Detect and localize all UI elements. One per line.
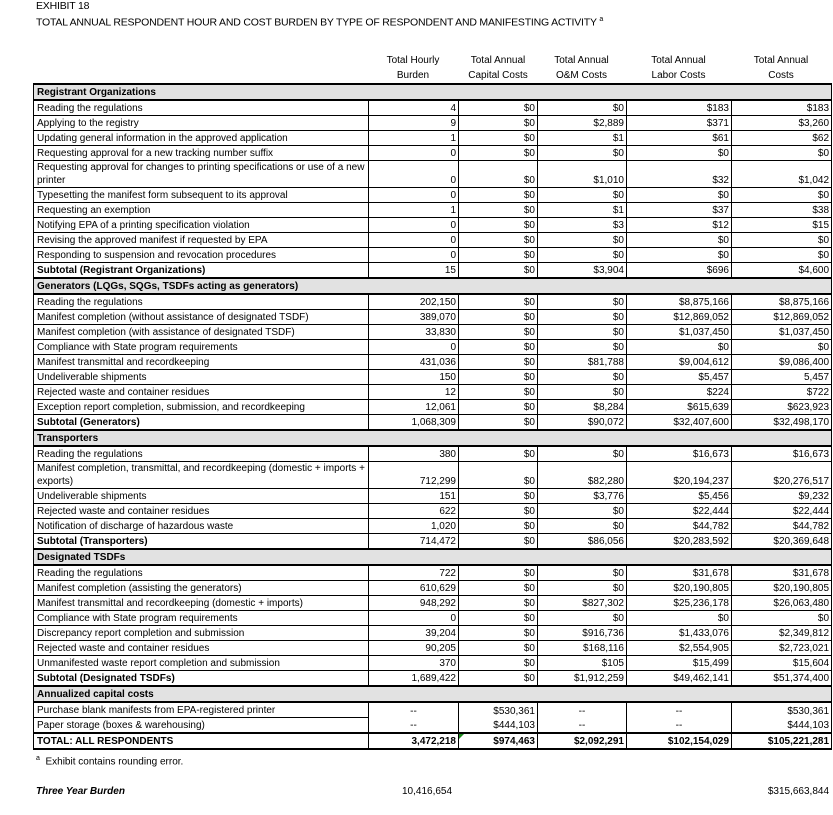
subtotal-value: $0 (459, 534, 538, 550)
row-value: $183 (627, 100, 732, 116)
row-value: $0 (538, 385, 627, 400)
row-value: $530,361 (459, 702, 538, 718)
row-label: Requesting approval for a new tracking number suffix (34, 146, 369, 161)
table-row (34, 233, 832, 248)
col-header-labor-costs: Total Annual Labor Costs (651, 55, 706, 81)
total-value: $974,463 (459, 733, 538, 749)
table-row (34, 325, 832, 340)
table-row (34, 656, 832, 671)
row-value: $0 (459, 641, 538, 656)
row-value: $0 (459, 400, 538, 415)
row-value: $82,280 (538, 462, 627, 489)
exhibit-title: TOTAL ANNUAL RESPONDENT HOUR AND COST BURDEN BY TYPE OF RESPONDENT AND MANIFESTING ACTIVITY $^a$ (36, 16, 604, 29)
row-label: Updating general information in the approved application (34, 131, 369, 146)
row-value: 380 (369, 446, 459, 462)
row-value: $9,004,612 (627, 355, 732, 370)
table-row (34, 248, 832, 263)
row-label: Reading the regulations (34, 446, 369, 462)
row-label: Reading the regulations (34, 565, 369, 581)
row-value: $105 (538, 656, 627, 671)
subtotal-value: $32,407,600 (627, 415, 732, 431)
row-value: 370 (369, 656, 459, 671)
row-value: $12,869,052 (627, 310, 732, 325)
row-value: 33,830 (369, 325, 459, 340)
col-header-om-costs: Total Annual O&M Costs (554, 55, 609, 81)
row-value: $0 (538, 519, 627, 534)
row-value: $722 (732, 385, 832, 400)
subtotal-value: $0 (459, 415, 538, 431)
row-value: 1,020 (369, 519, 459, 534)
row-value: $0 (459, 116, 538, 131)
subtotal-row-tsdfs (34, 671, 832, 687)
row-value: $20,190,805 (627, 581, 732, 596)
table-row (34, 355, 832, 370)
row-value: 0 (369, 188, 459, 203)
table-row (34, 641, 832, 656)
row-value: $44,782 (627, 519, 732, 534)
table-row (34, 446, 832, 462)
row-value: 39,204 (369, 626, 459, 641)
table-row (34, 462, 832, 489)
row-value: $0 (538, 100, 627, 116)
table-row (34, 565, 832, 581)
table-row (34, 294, 832, 310)
total-row (34, 733, 832, 749)
row-value: 610,629 (369, 581, 459, 596)
exhibit-title-block (36, 0, 603, 30)
row-label: Manifest transmittal and recordkeeping (domestic + imports) (34, 596, 369, 611)
row-value: $16,673 (732, 446, 832, 462)
table-row (34, 489, 832, 504)
subtotal-row-generators (34, 415, 832, 431)
row-value: $444,103 (459, 718, 538, 734)
row-value: $2,554,905 (627, 641, 732, 656)
total-value: $2,092,291 (538, 733, 627, 749)
row-value: $168,116 (538, 641, 627, 656)
row-value: -- (627, 702, 732, 718)
cell-comment-marker-icon (459, 734, 464, 739)
burden-table (33, 83, 832, 750)
col-header-hourly-burden: Total Hourly Burden (386, 55, 440, 81)
subtotal-label: Subtotal (Transporters) (34, 534, 369, 550)
row-value: $26,063,480 (732, 596, 832, 611)
subtotal-value: $32,498,170 (732, 415, 832, 431)
subtotal-label: Subtotal (Registrant Organizations) (34, 263, 369, 279)
row-value: $0 (459, 462, 538, 489)
row-value: $5,456 (627, 489, 732, 504)
table-row (34, 504, 832, 519)
row-label: Applying to the registry (34, 116, 369, 131)
table-row (34, 100, 832, 116)
row-value: $9,232 (732, 489, 832, 504)
row-value: $1 (538, 203, 627, 218)
row-label: Rejected waste and container residues (34, 504, 369, 519)
row-value: $0 (732, 188, 832, 203)
row-value: $8,875,166 (627, 294, 732, 310)
row-value: $0 (459, 355, 538, 370)
row-value: 0 (369, 161, 459, 188)
subtotal-value: $90,072 (538, 415, 627, 431)
row-label: Manifest completion (assisting the generators) (34, 581, 369, 596)
table-row (34, 718, 832, 734)
row-value: $0 (627, 146, 732, 161)
table-row (34, 400, 832, 415)
row-value: $1,037,450 (627, 325, 732, 340)
row-value: 150 (369, 370, 459, 385)
row-value: $20,194,237 (627, 462, 732, 489)
row-value: 5,457 (732, 370, 832, 385)
row-value: $0 (538, 294, 627, 310)
subtotal-value: 1,689,422 (369, 671, 459, 687)
col-header-capital-costs: Total Annual Capital Costs (468, 55, 528, 81)
row-label: Undeliverable shipments (34, 370, 369, 385)
row-label: Notifying EPA of a printing specification violation (34, 218, 369, 233)
row-value: $916,736 (538, 626, 627, 641)
row-label: Unmanifested waste report completion and submission (34, 656, 369, 671)
row-value: 0 (369, 146, 459, 161)
three-year-burden-cost: $315,663,844 (767, 786, 829, 797)
row-value: $0 (538, 370, 627, 385)
row-value: $62 (732, 131, 832, 146)
row-value: $2,349,812 (732, 626, 832, 641)
row-value: $5,457 (627, 370, 732, 385)
row-label: Notification of discharge of hazardous waste (34, 519, 369, 534)
row-value: 431,036 (369, 355, 459, 370)
table-row (34, 310, 832, 325)
row-value: $81,788 (538, 355, 627, 370)
row-label: Requesting an exemption (34, 203, 369, 218)
section-heading-generators (34, 278, 832, 294)
row-value: $0 (627, 188, 732, 203)
row-value: $0 (459, 519, 538, 534)
row-value: $15,604 (732, 656, 832, 671)
row-value: $1,433,076 (627, 626, 732, 641)
row-value: $0 (459, 203, 538, 218)
table-row (34, 218, 832, 233)
row-value: 9 (369, 116, 459, 131)
row-value: $615,639 (627, 400, 732, 415)
section-heading-capital (34, 686, 832, 702)
total-value: $105,221,281 (732, 733, 832, 749)
row-value: $0 (732, 248, 832, 263)
row-value: $0 (459, 325, 538, 340)
row-value: $371 (627, 116, 732, 131)
table-row (34, 340, 832, 355)
row-value: 202,150 (369, 294, 459, 310)
row-value: $31,678 (732, 565, 832, 581)
subtotal-value: $1,912,259 (538, 671, 627, 687)
footnote: $^a$ Exhibit contains rounding error. (36, 755, 184, 768)
row-value: $0 (538, 504, 627, 519)
row-value: $0 (459, 100, 538, 116)
row-value: $3 (538, 218, 627, 233)
table-row (34, 116, 832, 131)
row-value: 1 (369, 131, 459, 146)
total-value: 3,472,218 (369, 733, 459, 749)
section-heading-registrant (34, 84, 832, 100)
row-value: $61 (627, 131, 732, 146)
row-label: Undeliverable shipments (34, 489, 369, 504)
row-value: $44,782 (732, 519, 832, 534)
row-value: 0 (369, 233, 459, 248)
section-heading-label: Generators (LQGs, SQGs, TSDFs acting as generators) (34, 278, 832, 294)
subtotal-value: $86,056 (538, 534, 627, 550)
row-value: $12 (627, 218, 732, 233)
row-value: $0 (538, 310, 627, 325)
row-value: $0 (459, 626, 538, 641)
row-value: $0 (732, 611, 832, 626)
row-value: $0 (459, 233, 538, 248)
row-value: 1 (369, 203, 459, 218)
row-value: $530,361 (732, 702, 832, 718)
row-value: $0 (459, 596, 538, 611)
section-heading-label: Annualized capital costs (34, 686, 832, 702)
row-label: Purchase blank manifests from EPA-registered printer (34, 702, 369, 718)
table-row (34, 370, 832, 385)
row-label: Revising the approved manifest if requested by EPA (34, 233, 369, 248)
row-value: $0 (538, 248, 627, 263)
row-label: Rejected waste and container residues (34, 641, 369, 656)
exhibit-number: EXHIBIT 18 (36, 0, 90, 12)
row-value: 12,061 (369, 400, 459, 415)
row-value: $0 (459, 611, 538, 626)
table-row (34, 146, 832, 161)
row-value: $8,875,166 (732, 294, 832, 310)
table-row (34, 203, 832, 218)
row-value: -- (538, 718, 627, 734)
subtotal-value: $20,283,592 (627, 534, 732, 550)
section-heading-transporters (34, 430, 832, 446)
table-row (34, 385, 832, 400)
row-label: Responding to suspension and revocation procedures (34, 248, 369, 263)
row-label: Reading the regulations (34, 100, 369, 116)
row-value: $3,776 (538, 489, 627, 504)
row-label: Manifest completion (without assistance of designated TSDF) (34, 310, 369, 325)
row-value: $9,086,400 (732, 355, 832, 370)
row-label: Paper storage (boxes & warehousing) (34, 718, 369, 734)
subtotal-value: $51,374,400 (732, 671, 832, 687)
row-value: $0 (459, 188, 538, 203)
row-value: $0 (627, 340, 732, 355)
row-value: $0 (538, 581, 627, 596)
row-value: $0 (459, 446, 538, 462)
row-value: $0 (459, 489, 538, 504)
subtotal-label: Subtotal (Generators) (34, 415, 369, 431)
burden-table-body (34, 84, 832, 749)
row-value: $0 (459, 581, 538, 596)
row-value: $623,923 (732, 400, 832, 415)
row-value: $0 (459, 370, 538, 385)
row-label: Discrepancy report completion and submission (34, 626, 369, 641)
row-value: $12,869,052 (732, 310, 832, 325)
row-label: Manifest completion (with assistance of designated TSDF) (34, 325, 369, 340)
row-label: Exception report completion, submission, and recordkeeping (34, 400, 369, 415)
row-value: -- (538, 702, 627, 718)
row-value: $0 (459, 310, 538, 325)
row-label: Typesetting the manifest form subsequent to its approval (34, 188, 369, 203)
row-value: $0 (459, 385, 538, 400)
table-row (34, 626, 832, 641)
row-value: 151 (369, 489, 459, 504)
row-value: $1 (538, 131, 627, 146)
row-value: $224 (627, 385, 732, 400)
row-value: $0 (459, 248, 538, 263)
row-value: $1,042 (732, 161, 832, 188)
subtotal-value: 1,068,309 (369, 415, 459, 431)
row-label: Rejected waste and container residues (34, 385, 369, 400)
three-year-burden-hours: 10,416,654 (402, 786, 453, 797)
table-row (34, 131, 832, 146)
row-value: $0 (538, 146, 627, 161)
row-value: $20,276,517 (732, 462, 832, 489)
row-value: 0 (369, 248, 459, 263)
row-label: Manifest transmittal and recordkeeping (34, 355, 369, 370)
subtotal-row-registrant (34, 263, 832, 279)
subtotal-value: 15 (369, 263, 459, 279)
row-value: $0 (538, 188, 627, 203)
row-label: Manifest completion, transmittal, and recordkeeping (domestic + imports + exports) (34, 462, 369, 489)
row-value: $0 (538, 233, 627, 248)
row-value: 722 (369, 565, 459, 581)
subtotal-value: $4,600 (732, 263, 832, 279)
row-value: $0 (538, 340, 627, 355)
row-value: 90,205 (369, 641, 459, 656)
subtotal-value: $0 (459, 671, 538, 687)
row-label: Requesting approval for changes to printing specifications or use of a new printer (34, 161, 369, 188)
row-value: $0 (459, 656, 538, 671)
row-value: $0 (732, 146, 832, 161)
row-value: $20,190,805 (732, 581, 832, 596)
row-value: $2,723,021 (732, 641, 832, 656)
section-heading-label: Designated TSDFs (34, 549, 832, 565)
row-value: $0 (459, 146, 538, 161)
row-value: 0 (369, 340, 459, 355)
row-value: $2,889 (538, 116, 627, 131)
row-value: $0 (538, 446, 627, 462)
row-value: $38 (732, 203, 832, 218)
table-row (34, 581, 832, 596)
table-row (34, 519, 832, 534)
row-value: $0 (459, 340, 538, 355)
row-value: $444,103 (732, 718, 832, 734)
row-value: $0 (459, 218, 538, 233)
row-label: Compliance with State program requirements (34, 340, 369, 355)
section-heading-label: Registrant Organizations (34, 84, 832, 100)
subtotal-value: $49,462,141 (627, 671, 732, 687)
subtotal-row-transporters (34, 534, 832, 550)
row-value: $827,302 (538, 596, 627, 611)
row-value: $0 (732, 340, 832, 355)
row-label: Compliance with State program requirements (34, 611, 369, 626)
row-value: -- (369, 702, 459, 718)
row-value: $22,444 (627, 504, 732, 519)
row-value: $0 (459, 161, 538, 188)
total-label: TOTAL: ALL RESPONDENTS (34, 733, 369, 749)
row-value: $0 (627, 233, 732, 248)
row-value: 622 (369, 504, 459, 519)
row-value: $32 (627, 161, 732, 188)
col-header-total-costs: Total Annual Costs (753, 55, 809, 81)
row-value: $16,673 (627, 446, 732, 462)
row-value: $0 (459, 131, 538, 146)
row-value: $0 (459, 565, 538, 581)
subtotal-value: $3,904 (538, 263, 627, 279)
row-value: $0 (732, 233, 832, 248)
row-value: 0 (369, 611, 459, 626)
row-value: $1,037,450 (732, 325, 832, 340)
subtotal-label: Subtotal (Designated TSDFs) (34, 671, 369, 687)
row-value: $31,678 (627, 565, 732, 581)
row-value: $0 (627, 611, 732, 626)
row-value: $15 (732, 218, 832, 233)
row-value: 4 (369, 100, 459, 116)
row-value: 12 (369, 385, 459, 400)
row-value: $0 (538, 565, 627, 581)
total-value: $102,154,029 (627, 733, 732, 749)
row-value: $37 (627, 203, 732, 218)
table-row (34, 161, 832, 188)
section-heading-tsdfs (34, 549, 832, 565)
row-value: $0 (459, 504, 538, 519)
table-row (34, 596, 832, 611)
row-value: $3,260 (732, 116, 832, 131)
row-label: Reading the regulations (34, 294, 369, 310)
row-value: $15,499 (627, 656, 732, 671)
subtotal-value: $696 (627, 263, 732, 279)
row-value: $0 (459, 294, 538, 310)
row-value: 712,299 (369, 462, 459, 489)
row-value: 389,070 (369, 310, 459, 325)
row-value: 0 (369, 218, 459, 233)
column-headers (368, 54, 831, 84)
title-footnote-mark: a (599, 16, 604, 23)
row-value: $0 (538, 611, 627, 626)
row-value: $0 (627, 248, 732, 263)
section-heading-label: Transporters (34, 430, 832, 446)
row-value: $22,444 (732, 504, 832, 519)
row-value: $8,284 (538, 400, 627, 415)
row-value: $183 (732, 100, 832, 116)
row-value: $1,010 (538, 161, 627, 188)
table-row (34, 611, 832, 626)
row-value: $25,236,178 (627, 596, 732, 611)
subtotal-value: 714,472 (369, 534, 459, 550)
row-value: 948,292 (369, 596, 459, 611)
subtotal-value: $0 (459, 263, 538, 279)
row-value: -- (369, 718, 459, 734)
subtotal-value: $20,369,648 (732, 534, 832, 550)
row-value: $0 (538, 325, 627, 340)
table-row (34, 188, 832, 203)
row-value: -- (627, 718, 732, 734)
three-year-burden-label: Three Year Burden (36, 786, 125, 797)
table-row (34, 702, 832, 718)
